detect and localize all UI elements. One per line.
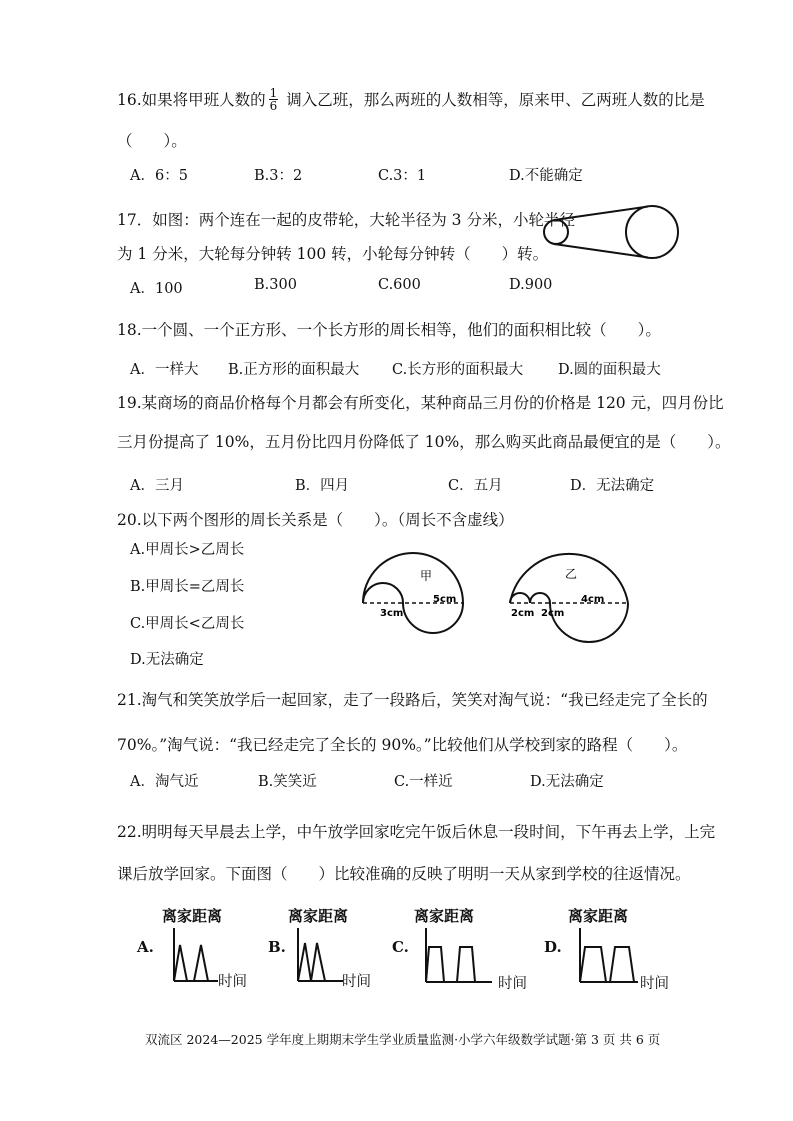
fraction-one-sixth: $\frac{1}{6}$ <box>269 85 278 113</box>
q18-option-c[interactable]: C.长方形的面积最大 <box>392 362 524 378</box>
page-footer: 双流区 2024—2025 学年度上期期末学生学业质量监测·小学六年级数学试题·第 3 页 共 6 页 <box>145 1032 661 1047</box>
q18-option-a[interactable]: A．一样大 <box>130 362 199 378</box>
q20-option-b[interactable]: B.甲周长=乙周长 <box>130 579 245 595</box>
q21-option-d[interactable]: D.无法确定 <box>530 774 604 790</box>
q17-option-c[interactable]: C.600 <box>378 277 421 293</box>
graph-c-xlabel: 时间 <box>498 976 527 992</box>
yi-small-label-2: 2cm <box>541 608 565 619</box>
graph-c-letter[interactable]: C. <box>392 938 409 956</box>
graph-c-line <box>426 947 475 982</box>
q21-option-a[interactable]: A．淘气近 <box>130 774 199 790</box>
q17-option-d[interactable]: D.900 <box>509 277 553 293</box>
q22-stem-line2: 课后放学回家。下面图（ ）比较准确的反映了明明一天从家到学校的往返情况。 <box>117 865 691 883</box>
q21-stem-line2: 70%。”淘气说：“我已经走完了全长的 90%。”比较他们从学校到家的路程（ ）。 <box>117 736 688 754</box>
q17-stem-line1: 17．如图：两个连在一起的皮带轮，大轮半径为 3 分米，小轮半径 <box>117 211 575 229</box>
graph-d-letter[interactable]: D. <box>544 938 562 956</box>
q17-option-a[interactable]: A．100 <box>130 281 183 297</box>
graph-b-line <box>298 943 325 981</box>
belt-pulley-figure <box>540 205 680 265</box>
q19-stem-line2: 三月份提高了 10%，五月份比四月份降低了 10%，那么购买此商品最便宜的是（ ）。 <box>117 433 731 451</box>
q19-option-a[interactable]: A．三月 <box>130 478 184 494</box>
q16-option-b[interactable]: B.3：2 <box>254 168 303 184</box>
q19-stem-line1: 19.某商场的商品价格每个月都会有所变化，某种商品三月份的价格是 120 元，四月份比 <box>117 394 724 412</box>
graph-a <box>160 925 222 987</box>
figure-jia <box>363 553 463 633</box>
graph-d <box>566 925 642 987</box>
jia-big-label: 5cm <box>433 594 457 605</box>
q20-option-c[interactable]: C.甲周长<乙周长 <box>130 616 245 632</box>
q19-option-b[interactable]: B．四月 <box>295 478 350 494</box>
q17-option-b[interactable]: B.300 <box>254 277 297 293</box>
graph-b-ylabel: 离家距离 <box>288 907 349 925</box>
q19-option-c[interactable]: C．五月 <box>448 478 503 494</box>
small-pulley <box>544 220 568 244</box>
q18-option-d[interactable]: D.圆的面积最大 <box>558 362 661 378</box>
q18-stem: 18.一个圆、一个正方形、一个长方形的周长相等，他们的面积相比较（ ）。 <box>117 321 661 339</box>
yi-big-label: 4cm <box>581 594 605 605</box>
graph-d-line <box>580 947 634 982</box>
q16-option-d[interactable]: D.不能确定 <box>509 168 583 184</box>
figure-yi <box>510 554 628 642</box>
graph-a-ylabel: 离家距离 <box>162 907 223 925</box>
q17-stem-line2: 为 1 分米，大轮每分钟转 100 转，小轮每分钟转（ ）转。 <box>117 245 549 263</box>
q21-stem-line1: 21.淘气和笑笑放学后一起回家，走了一段路后，笑笑对淘气说：“我已经走完了全长的 <box>117 691 708 709</box>
graph-b-letter[interactable]: B. <box>268 938 286 956</box>
graph-c <box>412 925 496 987</box>
q22-stem-line1: 22.明明每天早晨去上学，中午放学回家吃完午饭后休息一段时间，下午再去上学，上完 <box>117 823 716 841</box>
graph-a-letter[interactable]: A. <box>137 938 154 956</box>
q16-stem: 16.如果将甲班人数的 $\frac{1}{6}$ 调入乙班，那么两班的人数相等，原来甲、乙两班人数的比是 <box>117 85 705 113</box>
q18-option-b[interactable]: B.正方形的面积最大 <box>228 362 360 378</box>
graph-a-xlabel: 时间 <box>218 974 247 990</box>
yi-label: 乙 <box>565 567 578 581</box>
large-pulley <box>626 206 678 258</box>
graph-a-line <box>174 945 208 981</box>
graph-d-ylabel: 离家距离 <box>568 907 629 925</box>
q20-option-a[interactable]: A.甲周长>乙周长 <box>130 542 245 558</box>
q16-blank: （ ）。 <box>117 132 187 150</box>
q21-option-b[interactable]: B.笑笑近 <box>258 774 317 790</box>
yi-small-label-1: 2cm <box>511 608 535 619</box>
jia-small-label: 3cm <box>380 608 404 619</box>
graph-d-xlabel: 时间 <box>640 976 669 992</box>
q16-option-a[interactable]: A．6：5 <box>130 168 188 184</box>
q20-option-d[interactable]: D.无法确定 <box>130 652 204 668</box>
graph-b-xlabel: 时间 <box>342 974 371 990</box>
q20-stem: 20.以下两个图形的周长关系是（ ）。（周长不含虚线） <box>117 511 514 529</box>
q21-option-c[interactable]: C.一样近 <box>394 774 453 790</box>
q19-option-d[interactable]: D．无法确定 <box>570 478 655 494</box>
graph-b <box>285 925 347 987</box>
q16-option-c[interactable]: C.3：1 <box>378 168 427 184</box>
graph-c-ylabel: 离家距离 <box>414 907 475 925</box>
q20-figures <box>355 540 635 665</box>
jia-label: 甲 <box>420 569 433 583</box>
